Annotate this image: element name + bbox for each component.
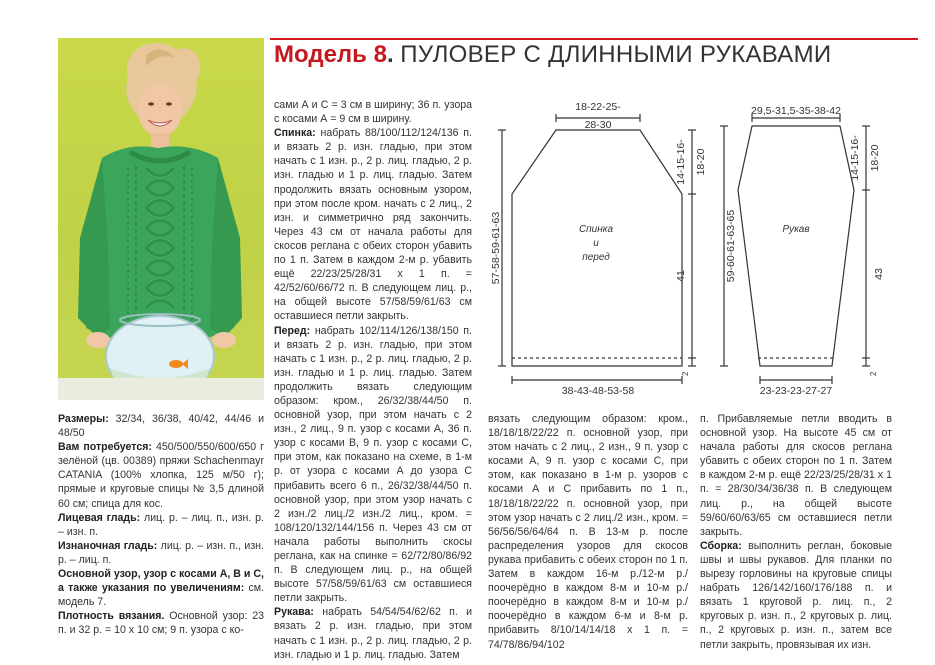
stockinette-paragraph — [58, 511, 264, 539]
sleeve-text: набрать 54/54/54/62/62 п. и вязать 2 р. изн. гладью, при этом начать с 1 изн. р., 2 р. лиц. гладью, 2 р. изн. гладью и 1 р. лиц. гладью. Затем — [274, 606, 472, 661]
reverse-paragraph — [58, 539, 264, 567]
sleeve-label: Рукава: — [274, 606, 314, 619]
back-rib-height: 2 — [681, 371, 690, 376]
sleeve-total-height: 59-60-61-63-65 — [725, 209, 737, 283]
woman-sweater-illustration — [58, 38, 264, 400]
instructions-column-3 — [488, 412, 688, 652]
back-label-2: и — [593, 238, 599, 249]
back-top-width: 18-22-25- — [575, 101, 621, 113]
instructions-column-1 — [58, 412, 264, 638]
page-title: Модель 8. ПУЛОВЕР С ДЛИННЫМИ РУКАВАМИ — [274, 41, 832, 68]
sleeve-continued: вязать следующим образом: кром., 18/18/18/22/22 п. основной узор, при этом начать с 2 лиц., 2 изн., 9 п. узор с косами А, 9 п. узор с косами С, при этом, как показано в 1-м р. узоров с косами А и С прибавить по 1 п., 18/18/18/22/22 п. основной узор, при этом узор начать с 2 лиц./2 изн., кром. = 56/56/56/64/64 п. В 13-м р. после распределения узоров для скосов рукава прибавить с обеих сторон по 1 п. Затем в каждом 16-м р./12-м р./поочерёдно в каждом 8-м и 10-м р./поочерёдно в каждом 8-м и 10-м р./поочерёдно в каждом 6-м и 8-м р. прибавить 8/10/14/14/18 х 1 п. = 74/78/86/94/102 — [488, 413, 688, 651]
model-photo — [58, 38, 264, 400]
back-label: Спинка: — [274, 127, 316, 140]
stockinette-text: лиц. р. – лиц. п., изн. р. – изн. п. — [58, 511, 264, 538]
assembly-label: Сборка: — [700, 539, 742, 552]
pattern-label: Основной узор, узор с косами А, В и С, а также указания по увеличениям: — [58, 568, 264, 595]
materials-text: 450/500/550/600/650 г зелёной (цв. 00389) пряжи Schachenmayr CATANIA (100% хлопка, 125 м/50 г); прямые и круговые спицы № 3,5 длиной 60 см; спица для кос. — [58, 441, 264, 510]
gauge-continued: сами А и С = 3 см в ширину; 36 п. узора с косами А = 9 см в ширину. — [274, 99, 472, 126]
sleeve-rib-height: 2 — [869, 371, 878, 376]
sizes-label: Размеры: — [58, 413, 109, 425]
instructions-column-2 — [274, 98, 472, 662]
back-body-height: 41 — [675, 270, 687, 282]
title-rule — [270, 38, 918, 40]
assembly-text: выполнить реглан, боковые швы и швы рукавов. Для планки по вырезу горловины на круговые спицы набрать 126/142/160/176/188 п. и вязать 1 круговой р. лиц. п., 2 круговых р. изн. п., 2 круговых р. лиц. п., 2 круговых р. изн. п., затем все петли закрыть, провязывая их изн. — [700, 539, 892, 651]
materials-label: Вам потребуется: — [58, 441, 152, 454]
front-label: Перед: — [274, 324, 311, 337]
back-top-width-2: 28-30 — [584, 119, 612, 131]
assembly-paragraph — [700, 539, 892, 652]
gauge-text: Основной узор: 23 п. и 32 р. = 10 х 10 см; 9 п. узора с ко- — [58, 610, 264, 637]
back-label-3: перед — [582, 252, 610, 263]
front-text: набрать 102/114/126/138/150 п. и вязать 2 р. изн. гладью, при этом начать с 1 изн. р., 2 р. лиц. гладью, 2 р. изн. гладью и 1 р. лиц. гладью. Затем продолжить вязать следующим образом: кром., 26/32/38/44/50 п. основной узор, при этом начать с 2 изн., 2 лиц., 9 п. узор с косами А, 36 п. узор с косами В, 9 п. узор с косами С, при этом, как показано на схеме, в 1-м р. от узора с косами А до узора С прибавить всего 6 п., 26/32/38/44/50 п. основной узор, при этом узор начать с 2 изн./2 лиц./2 изн./2 лиц., кром. = 108/120/132/144/156 п. Через 43 см от начала работы выполнить скосы реглана, как на спинке = 62/72/80/86/92 п. В следующем лиц. р., на общей высоте 57/58/59/61/63 см оставшиеся петли закрыть. — [274, 324, 472, 605]
sleeve-top-width: 29,5-31,5-35-38-42 — [751, 105, 841, 117]
sleeve-continued-2: п. Прибавляемые петли вводить в основной узор. На высоте 45 см от начала работы для скосов реглана убавить с обеих сторон по 1 п. Затем в каждом 2-м р. ещё 22/23/25/28/31 х 1 п. = 28/30/34/36/38 п. В следующем лиц. р., на общей высоте 59/60/60/63/65 см оставшиеся петли закрыть. — [700, 413, 892, 538]
sleeve-bottom-width: 23-23-23-27-27 — [759, 385, 833, 397]
sleeve-paragraph — [274, 605, 472, 661]
reverse-text: лиц. р. – изн. п., изн. р. – лиц. п. — [58, 539, 264, 566]
back-bottom-width: 38-43-48-53-58 — [561, 385, 635, 397]
stockinette-label: Лицевая гладь: — [58, 511, 141, 524]
back-paragraph — [274, 126, 472, 323]
pattern-paragraph — [58, 567, 264, 609]
front-paragraph — [274, 324, 472, 606]
back-text: набрать 88/100/112/124/136 п. и вязать 2 р. изн. гладью, при этом начать с 1 изн. р., 2 р. лиц. гладью, 2 р. изн. гладью и 1 р. лиц. гладью. Затем продолжить вязать основным узором, при этом после кром. начать с 2 лиц., 2 изн. и симметрично ряд закончить. Через 43 см от начала работы для скосов реглана с обеих сторон убавить по 1 п. Затем в каждом 2-м р. убавить ещё 22/23/25/28/31 х 1 п. = 42/52/60/66/72 п. В следующем лиц. р., на общей высоте 57/58/59/61/63 см оставшиеся петли закрыть. — [274, 127, 472, 323]
sleeve-raglan-depth-2: 18-20 — [869, 144, 881, 172]
gauge-paragraph — [58, 609, 264, 637]
back-label: Спинка — [578, 224, 614, 235]
instructions-column-4 — [700, 412, 892, 652]
gauge-label: Плотность вязания. — [58, 610, 165, 623]
model-title: ПУЛОВЕР С ДЛИННЫМИ РУКАВАМИ — [400, 41, 832, 68]
sleeve-body-height: 43 — [873, 268, 885, 280]
back-raglan-depth-2: 18-20 — [695, 148, 707, 176]
sizes-text: 32/34, 36/38, 40/42, 44/46 и 48/50 — [58, 413, 265, 440]
back-front-schematic — [488, 98, 707, 400]
sizes-paragraph — [58, 412, 264, 440]
sleeve-label: Рукав — [782, 224, 810, 235]
pattern-text: см. модель 7. — [58, 582, 264, 609]
back-raglan-depth: 14-15-16- — [675, 139, 687, 185]
sleeve-raglan-depth: 14-15-16- — [849, 135, 861, 181]
reverse-label: Изнаночная гладь: — [58, 539, 158, 552]
model-number: Модель 8 — [274, 41, 387, 68]
materials-paragraph — [58, 440, 264, 510]
sleeve-schematic — [710, 98, 910, 400]
back-total-height: 57-58-59-61-63 — [490, 211, 502, 285]
